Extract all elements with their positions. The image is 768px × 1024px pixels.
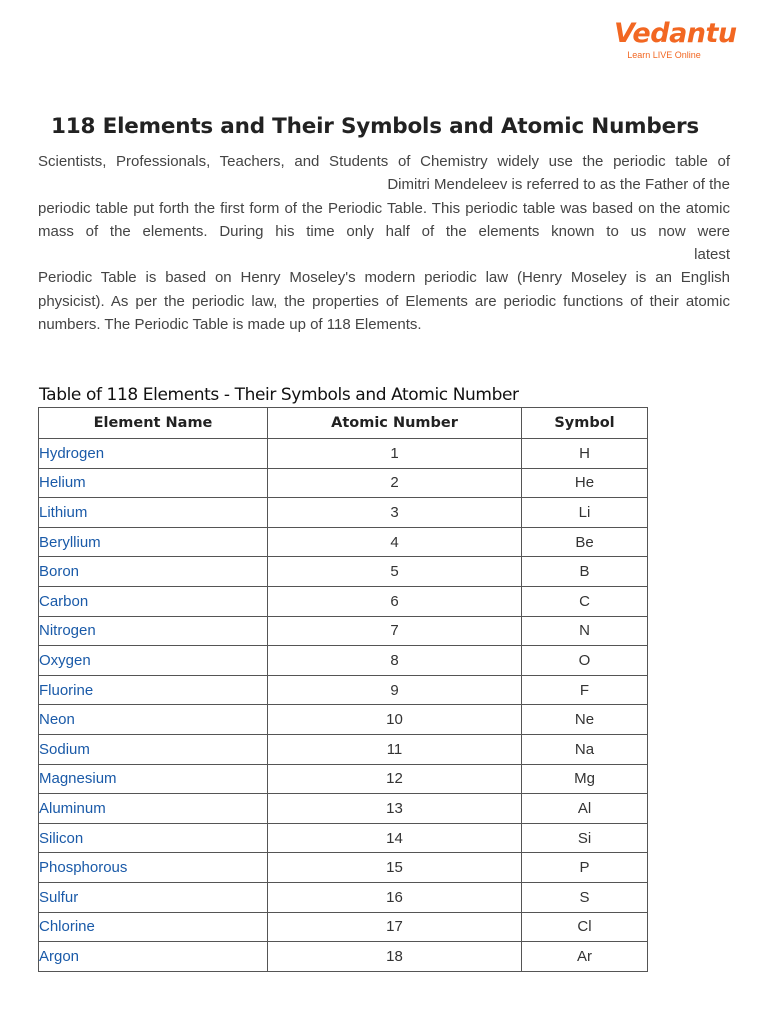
page-title: 118 Elements and Their Symbols and Atomic Numbers (51, 114, 699, 139)
table-row (39, 705, 648, 735)
atomic-number-cell: 10 (268, 705, 522, 735)
table-row (39, 853, 648, 883)
element-name-link[interactable]: Nitrogen (39, 616, 268, 646)
symbol-cell: F (522, 675, 648, 705)
element-name-link[interactable]: Hydrogen (39, 439, 268, 469)
atomic-number-cell: 6 (268, 586, 522, 616)
atomic-number-cell: 9 (268, 675, 522, 705)
element-name-link[interactable]: Carbon (39, 586, 268, 616)
logo-wordmark: Vedantu (614, 18, 737, 49)
symbol-cell: Ar (522, 942, 648, 972)
table-row (39, 912, 648, 942)
table-row (39, 942, 648, 972)
intro-line-5: Periodic Table is based on Henry Moseley's modern periodic law (Henry Moseley is an English physicist). As per the periodic law, the properties of Elements are periodic functions of their atomic numbers. The Periodic Table is made up of 118 Elements. (38, 269, 730, 334)
header-symbol: Symbol (522, 408, 648, 439)
element-name-link[interactable]: Neon (39, 705, 268, 735)
atomic-number-cell: 3 (268, 498, 522, 528)
table-row (39, 557, 648, 587)
intro-paragraph (38, 150, 730, 336)
symbol-cell: P (522, 853, 648, 883)
table-row (39, 734, 648, 764)
atomic-number-cell: 1 (268, 439, 522, 469)
element-name-link[interactable]: Helium (39, 468, 268, 498)
table-row (39, 439, 648, 469)
table-row (39, 794, 648, 824)
symbol-cell: H (522, 439, 648, 469)
element-name-link[interactable]: Sulfur (39, 882, 268, 912)
logo-tagline: Learn LIVE Online (627, 50, 701, 60)
symbol-cell: Si (522, 823, 648, 853)
table-row (39, 468, 648, 498)
atomic-number-cell: 11 (268, 734, 522, 764)
atomic-number-cell: 16 (268, 882, 522, 912)
symbol-cell: O (522, 646, 648, 676)
element-name-link[interactable]: Argon (39, 942, 268, 972)
table-row (39, 586, 648, 616)
elements-table (38, 407, 648, 972)
element-name-link[interactable]: Fluorine (39, 675, 268, 705)
element-name-link[interactable]: Beryllium (39, 527, 268, 557)
table-row (39, 675, 648, 705)
symbol-cell: Cl (522, 912, 648, 942)
element-name-link[interactable]: Sodium (39, 734, 268, 764)
atomic-number-cell: 12 (268, 764, 522, 794)
symbol-cell: S (522, 882, 648, 912)
table-row (39, 616, 648, 646)
symbol-cell: Li (522, 498, 648, 528)
symbol-cell: Mg (522, 764, 648, 794)
element-name-link[interactable]: Silicon (39, 823, 268, 853)
table-caption: Table of 118 Elements - Their Symbols and Atomic Number (39, 385, 519, 405)
atomic-number-cell: 13 (268, 794, 522, 824)
intro-line-3: periodic table put forth the first form of the Periodic Table. This periodic table was based on the atomic mass of the elements. During his time only half of the elements known to us now were (38, 199, 730, 240)
header-element-name: Element Name (39, 408, 268, 439)
table-row (39, 646, 648, 676)
symbol-cell: He (522, 468, 648, 498)
table-row (39, 882, 648, 912)
symbol-cell: C (522, 586, 648, 616)
header-atomic-number: Atomic Number (268, 408, 522, 439)
atomic-number-cell: 2 (268, 468, 522, 498)
element-name-link[interactable]: Lithium (39, 498, 268, 528)
table-row (39, 823, 648, 853)
intro-line-4: latest (694, 246, 730, 264)
symbol-cell: B (522, 557, 648, 587)
atomic-number-cell: 14 (268, 823, 522, 853)
element-name-link[interactable]: Boron (39, 557, 268, 587)
atomic-number-cell: 15 (268, 853, 522, 883)
atomic-number-cell: 18 (268, 942, 522, 972)
symbol-cell: Ne (522, 705, 648, 735)
table-row (39, 498, 648, 528)
element-name-link[interactable]: Chlorine (39, 912, 268, 942)
atomic-number-cell: 8 (268, 646, 522, 676)
atomic-number-cell: 5 (268, 557, 522, 587)
table-header-row (39, 408, 648, 439)
symbol-cell: Na (522, 734, 648, 764)
intro-line-2: Dimitri Mendeleev is referred to as the Father of the (387, 176, 730, 194)
symbol-cell: Al (522, 794, 648, 824)
atomic-number-cell: 4 (268, 527, 522, 557)
intro-line-1: Scientists, Professionals, Teachers, and Students of Chemistry widely use the periodic table of (38, 153, 730, 170)
element-name-link[interactable]: Oxygen (39, 646, 268, 676)
element-name-link[interactable]: Aluminum (39, 794, 268, 824)
element-name-link[interactable]: Magnesium (39, 764, 268, 794)
element-name-link[interactable]: Phosphorous (39, 853, 268, 883)
atomic-number-cell: 17 (268, 912, 522, 942)
atomic-number-cell: 7 (268, 616, 522, 646)
symbol-cell: Be (522, 527, 648, 557)
table-row (39, 527, 648, 557)
symbol-cell: N (522, 616, 648, 646)
table-body (39, 439, 648, 972)
table-row (39, 764, 648, 794)
vedantu-logo[interactable] (614, 18, 737, 60)
